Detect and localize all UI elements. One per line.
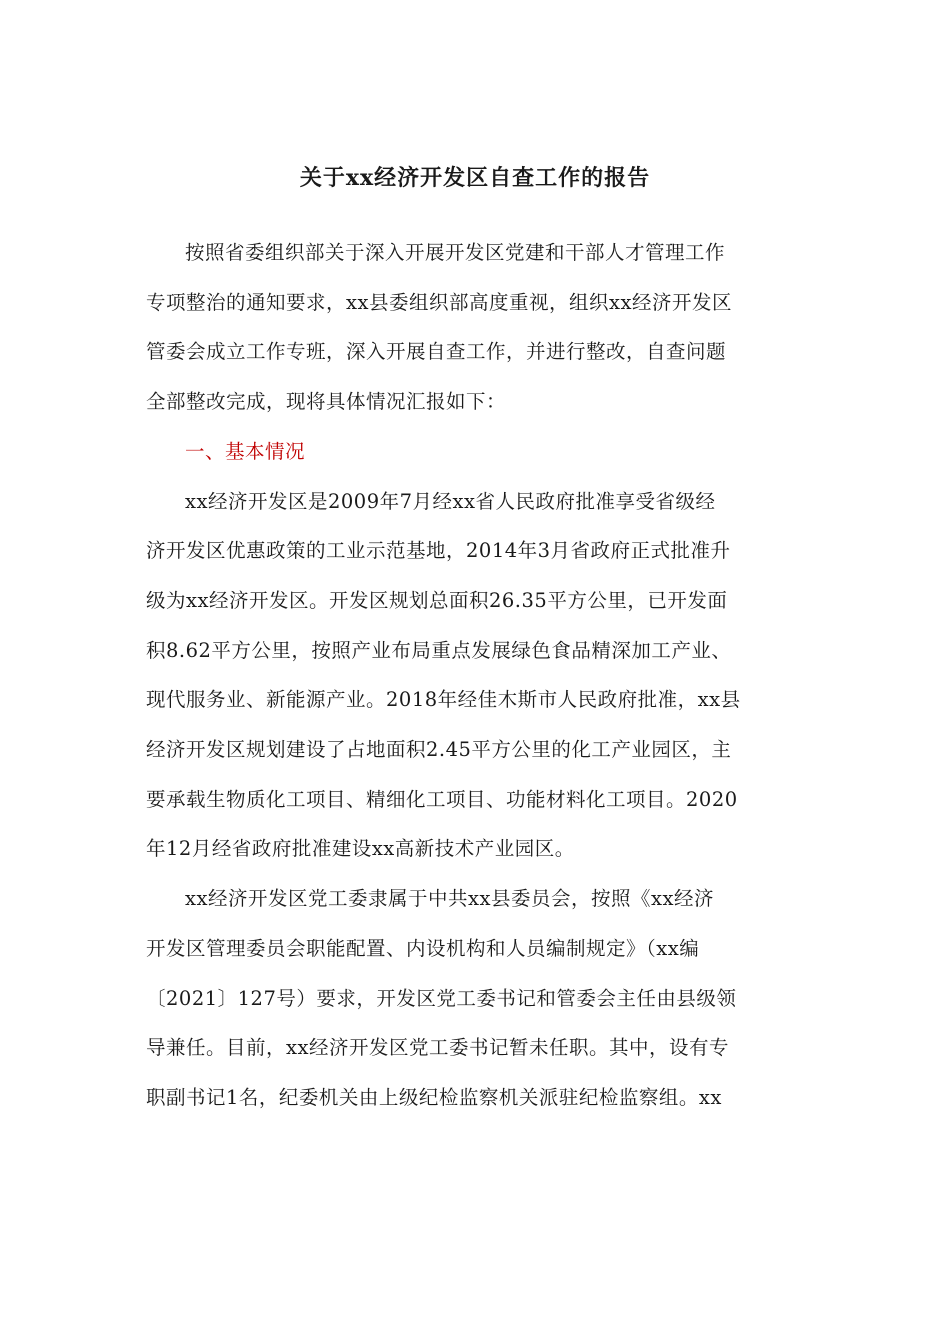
- basic-situation-paragraph-2: xx经济开发区党工委隶属于中共xx县委员会，按照《xx经济 开发区管理委员会职能配置、内设机构和人员编制规定》（xx编 〔2021〕127号）要求，开发区党工委书记和管委会主任由县级领 导兼任。目前，xx经济开发区党工委书记暂未任职。其中，设有专 职副书记1名，纪委机关由上级纪检监察机关派驻纪检监察组。xx: [146, 887, 737, 1109]
- basic-situation-paragraph-1: xx经济开发区是2009年7月经xx省人民政府批准享受省级经 济开发区优惠政策的工业示范基地，2014年3月省政府正式批准升 级为xx经济开发区。开发区规划总面积26.35平方公里，已开发面 积8.62平方公里，按照产业布局重点发展绿色食品精深加工产业、 现代服务业、新能源产业。2018年经佳木斯市人民政府批准，xx县 经济开发区规划建设了占地面积2.45平方公里的化工产业园区，主 要承载生物质化工项目、精细化工项目、功能材料化工项目。2020 年12月经省政府批准建设xx高新技术产业园区。: [146, 489, 741, 861]
- document-title: 关于xx经济开发区自查工作的报告: [299, 165, 651, 191]
- section-heading-basic-situation: 一、基本情况: [185, 439, 306, 463]
- intro-paragraph: 按照省委组织部关于深入开展开发区党建和干部人才管理工作 专项整治的通知要求，xx县委组织部高度重视，组织xx经济开发区 管委会成立工作专班，深入开展自查工作，并进行整改，自查问题 全部整改完成，现将具体情况汇报如下：: [146, 241, 732, 414]
- document-body: [146, 228, 806, 1123]
